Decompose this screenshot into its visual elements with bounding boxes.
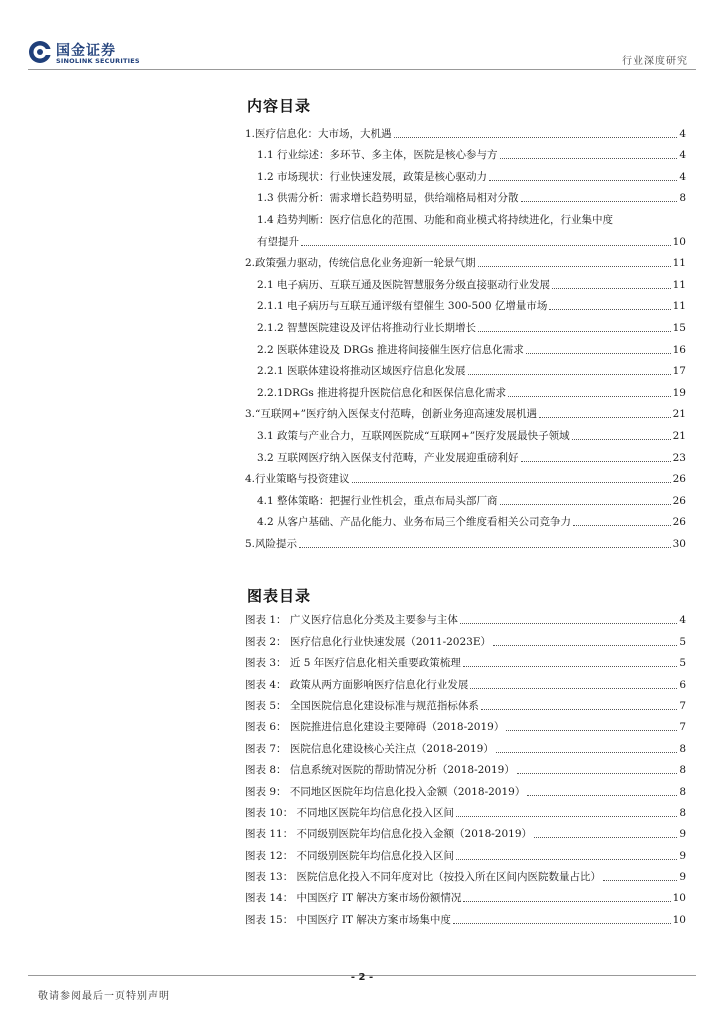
- entry-title: 4.2 从客户基础、产品化能力、业务布局三个维度看相关公司竞争力: [257, 516, 572, 529]
- logo-english-name: SINOLINK SECURITIES: [56, 57, 140, 65]
- entry-title: 3.“互联网+”医疗纳入医保支付范畴，创新业务迎高速发展机遇: [245, 408, 538, 421]
- entry-title: 2.1.2 智慧医院建设及评估将推动行业长期增长: [257, 321, 477, 334]
- toc-entry[interactable]: [245, 227, 686, 249]
- toc-title: 内容目录: [247, 97, 312, 115]
- entry-page-number: 9: [679, 849, 686, 862]
- toc-entry[interactable]: [245, 270, 686, 292]
- dot-leader: [552, 288, 671, 289]
- toc-entry[interactable]: [245, 249, 686, 271]
- entry-page-number: 8: [679, 806, 686, 819]
- toc-entry[interactable]: [245, 378, 686, 400]
- dot-leader: [468, 374, 671, 375]
- figure-entry[interactable]: [245, 734, 686, 755]
- entry-title: 图表 11： 不同级别医院年均信息化投入金额（2018-2019）: [245, 828, 533, 841]
- dot-leader: [470, 688, 677, 689]
- toc-entry[interactable]: [245, 205, 686, 227]
- toc-entry[interactable]: [245, 400, 686, 422]
- dot-leader: [299, 547, 671, 548]
- entry-title: 1.3 供需分析：需求增长趋势明显，供给端格局相对分散: [257, 192, 519, 205]
- entry-title: 图表 13： 医院信息化投入不同年度对比（按投入所在区间内医院数量占比）: [245, 871, 602, 884]
- figure-entry[interactable]: [245, 627, 686, 648]
- entry-page-number: 9: [679, 871, 686, 884]
- toc-entry[interactable]: [245, 313, 686, 335]
- header-divider: [28, 69, 696, 70]
- table-of-contents: [245, 119, 686, 551]
- entry-page-number: 5: [679, 657, 686, 670]
- entry-title: 5.风险提示: [245, 537, 298, 550]
- figure-entry[interactable]: [245, 777, 686, 798]
- list-of-figures: [245, 606, 686, 927]
- dot-leader: [481, 709, 677, 710]
- entry-page-number: 7: [679, 699, 686, 712]
- dot-leader: [463, 666, 678, 667]
- disclaimer: 敬请参阅最后一页特别声明: [38, 991, 170, 1002]
- dot-leader: [453, 923, 671, 924]
- entry-title: 2.政策强力驱动，传统信息化业务迎新一轮景气期: [245, 257, 476, 270]
- dot-leader: [500, 504, 671, 505]
- entry-page-number: 11: [672, 257, 686, 270]
- figure-entry[interactable]: [245, 756, 686, 777]
- toc-entry[interactable]: [245, 529, 686, 551]
- entry-page-number: 9: [679, 828, 686, 841]
- dot-leader: [517, 773, 677, 774]
- dot-leader: [508, 396, 670, 397]
- entry-title: 2.1.1 电子病历与互联互通评级有望催生 300-500 亿增量市场: [257, 300, 548, 313]
- entry-page-number: 21: [672, 429, 686, 442]
- dot-leader: [521, 461, 671, 462]
- toc-entry[interactable]: [245, 184, 686, 206]
- figure-entry[interactable]: [245, 713, 686, 734]
- entry-page-number: 26: [672, 473, 686, 486]
- dot-leader: [478, 331, 671, 332]
- entry-page-number: 11: [672, 278, 686, 291]
- company-logo: [28, 40, 140, 68]
- toc-entry[interactable]: [245, 292, 686, 314]
- entry-title: 图表 5： 全国医院信息化建设标准与规范指标体系: [245, 699, 479, 712]
- entry-title: 2.2.1DRGs 推进将提升医院信息化和医保信息化需求: [257, 386, 507, 399]
- dot-leader: [463, 901, 670, 902]
- entry-title: 图表 2： 医疗信息化行业快速发展（2011-2023E）: [245, 635, 492, 648]
- entry-title: 图表 1： 广义医疗信息化分类及主要参与主体: [245, 614, 458, 627]
- entry-title: 2.1 电子病历、互联互通及医院智慧服务分级直接驱动行业发展: [257, 278, 551, 291]
- figure-entry[interactable]: [245, 884, 686, 905]
- dot-leader: [603, 880, 677, 881]
- entry-title: 2.2.1 医联体建设将推动区域医疗信息化发展: [257, 365, 466, 378]
- toc-entry[interactable]: [245, 443, 686, 465]
- entry-page-number: 8: [679, 742, 686, 755]
- dot-leader: [493, 645, 677, 646]
- entry-title: 图表 7： 医院信息化建设核心关注点（2018-2019）: [245, 742, 494, 755]
- entry-page-number: 4: [679, 170, 686, 183]
- entry-title: 4.1 整体策略：把握行业性机会，重点布局头部厂商: [257, 494, 498, 507]
- sinolink-logo-icon: [28, 40, 52, 64]
- entry-title: 1.医疗信息化：大市场，大机遇: [245, 127, 392, 140]
- figure-entry[interactable]: [245, 649, 686, 670]
- entry-title: 图表 4： 政策从两方面影响医疗信息化行业发展: [245, 678, 469, 691]
- dot-leader: [549, 309, 670, 310]
- dot-leader: [500, 158, 678, 159]
- toc-entry[interactable]: [245, 335, 686, 357]
- entry-page-number: 30: [672, 537, 686, 550]
- entry-title: 图表 12： 不同级别医院年均信息化投入区间: [245, 849, 455, 862]
- entry-page-number: 19: [672, 386, 686, 399]
- toc-entry[interactable]: [245, 486, 686, 508]
- figure-entry[interactable]: [245, 670, 686, 691]
- toc-entry[interactable]: [245, 465, 686, 487]
- dot-leader: [572, 439, 671, 440]
- entry-page-number: 10: [672, 235, 686, 248]
- entry-title: 1.1 行业综述：多环节、多主体，医院是核心参与方: [257, 149, 498, 162]
- dot-leader: [496, 752, 677, 753]
- entry-title: 图表 14： 中国医疗 IT 解决方案市场份额情况: [245, 892, 462, 905]
- entry-page-number: 7: [679, 721, 686, 734]
- dot-leader: [527, 795, 677, 796]
- entry-page-number: 23: [672, 451, 686, 464]
- dot-leader: [478, 266, 671, 267]
- toc-entry[interactable]: [245, 357, 686, 379]
- entry-page-number: 11: [672, 300, 686, 313]
- entry-page-number: 10: [672, 913, 686, 926]
- entry-title: 3.1 政策与产业合力，互联网医院成“互联网+”医疗发展最快子领域: [257, 429, 570, 442]
- figures-title: 图表目录: [247, 587, 312, 605]
- entry-page-number: 8: [679, 764, 686, 777]
- dot-leader: [506, 730, 677, 731]
- entry-title: 1.2 市场现状：行业快速发展，政策是核心驱动力: [257, 170, 488, 183]
- entry-title: 图表 10： 不同地区医院年均信息化投入区间: [245, 806, 455, 819]
- entry-page-number: 4: [679, 149, 686, 162]
- entry-page-number: 4: [679, 127, 686, 140]
- entry-page-number: 21: [672, 408, 686, 421]
- entry-title: 2.2 医联体建设及 DRGs 推进将间接催生医疗信息化需求: [257, 343, 524, 356]
- toc-entry[interactable]: [245, 508, 686, 530]
- dot-leader: [534, 837, 677, 838]
- dot-leader: [456, 816, 677, 817]
- figure-entry[interactable]: [245, 863, 686, 884]
- entry-title: 图表 6： 医院推进信息化建设主要障碍（2018-2019）: [245, 721, 505, 734]
- entry-title: 图表 9： 不同地区医院年均信息化投入金额（2018-2019）: [245, 785, 526, 798]
- toc-entry[interactable]: [245, 141, 686, 163]
- entry-page-number: 4: [679, 614, 686, 627]
- toc-entry[interactable]: [245, 162, 686, 184]
- entry-page-number: 15: [672, 321, 686, 334]
- entry-title: 图表 8： 信息系统对医院的帮助情况分析（2018-2019）: [245, 764, 515, 777]
- entry-title: 有望提升: [257, 235, 299, 248]
- document-type: 行业深度研究: [622, 56, 688, 67]
- toc-entry[interactable]: [245, 119, 686, 141]
- figure-entry[interactable]: [245, 841, 686, 862]
- dot-leader: [394, 137, 678, 138]
- dot-leader: [526, 353, 671, 354]
- figure-entry[interactable]: [245, 692, 686, 713]
- dot-leader: [301, 245, 671, 246]
- entry-page-number: 8: [679, 785, 686, 798]
- dot-leader: [539, 417, 671, 418]
- entry-page-number: 8: [679, 192, 686, 205]
- entry-title: 3.2 互联网医疗纳入医保支付范畴，产业发展迎重磅利好: [257, 451, 519, 464]
- toc-entry[interactable]: [245, 421, 686, 443]
- dot-leader: [573, 525, 671, 526]
- dot-leader: [352, 482, 671, 483]
- dot-leader: [489, 180, 677, 181]
- entry-page-number: 10: [672, 892, 686, 905]
- entry-page-number: 16: [672, 343, 686, 356]
- entry-page-number: 5: [679, 635, 686, 648]
- entry-page-number: 26: [672, 494, 686, 507]
- dot-leader: [456, 859, 677, 860]
- entry-page-number: 26: [672, 516, 686, 529]
- entry-title: 1.4 趋势判断：医疗信息化的范围、功能和商业模式将持续进化，行业集中度: [257, 213, 614, 226]
- logo-chinese-name: 国金证券: [56, 43, 116, 59]
- entry-title: 图表 3： 近 5 年医疗信息化相关重要政策梳理: [245, 657, 461, 670]
- entry-page-number: 6: [679, 678, 686, 691]
- figure-entry[interactable]: [245, 905, 686, 926]
- entry-title: 图表 15： 中国医疗 IT 解决方案市场集中度: [245, 913, 451, 926]
- entry-title: 4.行业策略与投资建议: [245, 473, 350, 486]
- figure-entry[interactable]: [245, 820, 686, 841]
- page-number: - 2 -: [350, 972, 374, 983]
- figure-entry[interactable]: [245, 799, 686, 820]
- dot-leader: [521, 201, 678, 202]
- dot-leader: [460, 623, 677, 624]
- page-header: [0, 0, 724, 75]
- entry-page-number: 17: [672, 365, 686, 378]
- figure-entry[interactable]: [245, 606, 686, 627]
